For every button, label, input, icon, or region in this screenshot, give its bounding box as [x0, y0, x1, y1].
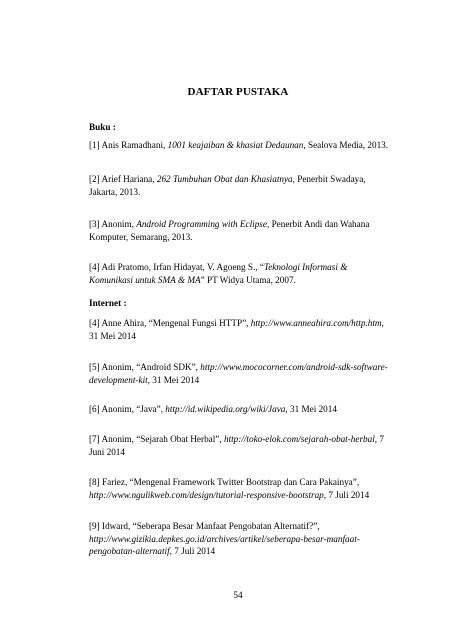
reference-item: [89, 173, 389, 198]
reference-item: [89, 139, 389, 152]
reference-url[interactable]: http://www.mococorner.com/android-sdk-software-development-kit: [89, 362, 388, 385]
reference-text: [4] Adi Pratomo, Irfan Hidayat, V. Agoeng S., “: [89, 262, 264, 272]
reference-url[interactable]: http://www.gizikia.depkes.go.id/archives/artikel/seberapa-besar-manfaat-pengobatan-alternatif: [89, 533, 360, 557]
reference-url[interactable]: http://toko-elok.com/sejarah-obat-herbal: [223, 434, 375, 444]
reference-text: , 7 Juni 2014: [89, 434, 384, 457]
reference-text: [3] Anonim,: [89, 219, 137, 229]
reference-item: [89, 433, 389, 458]
page-title: DAFTAR PUSTAKA: [187, 86, 289, 98]
reference-text: , Penerbit Swadaya, Jakarta, 2013.: [89, 174, 366, 197]
reference-item: [89, 403, 389, 416]
reference-url[interactable]: http://id.wikipedia.org/wiki/Java: [165, 404, 286, 414]
reference-text: [2] Arief Hariana,: [89, 174, 157, 184]
reference-text: [5] Anonim, “Android SDK”,: [89, 362, 201, 372]
reference-text: , Penerbit Andi dan Wahana Komputer, Semarang, 2013.: [89, 219, 370, 242]
reference-url[interactable]: http://www.anneahira.com/http.htm: [250, 318, 382, 328]
reference-text: [7] Anonim, “Sejarah Obat Herbal”,: [89, 434, 224, 444]
reference-text: , 31 Mei 2014: [147, 374, 200, 385]
reference-title: 262 Tumbuhan Obat dan Khasiatnya: [156, 174, 293, 184]
reference-text: [9] Idward, “Seberapa Besar Manfaat Pengobatan Alternatif?”,: [89, 521, 320, 531]
reference-item: [89, 476, 389, 501]
section-heading-buku: Buku :: [89, 122, 116, 132]
reference-text: [1] Anis Ramadhani,: [89, 140, 168, 150]
reference-item: [89, 361, 389, 386]
reference-item: [89, 218, 389, 243]
reference-text: , 7 Juli 2014: [169, 546, 216, 557]
reference-text: ” PT Widya Utama, 2007.: [200, 274, 296, 285]
reference-text: , 31 Mei 2014: [89, 318, 384, 341]
section-heading-internet: Internet :: [89, 298, 127, 308]
reference-title: Android Programming with Eclipse: [136, 219, 267, 229]
reference-text: [8] Fariez, “Mengenal Framework Twitter Bootstrap dan Cara Pakainya”,: [89, 477, 360, 487]
reference-text: , 31 Mei 2014: [285, 404, 337, 414]
reference-item: [89, 261, 389, 286]
reference-text: [6] Anonim, “Java”,: [89, 404, 166, 414]
reference-item: [89, 520, 389, 558]
reference-title: 1001 keajaiban & khasiat Dedaunan: [167, 140, 304, 150]
reference-text: , Sealova Media, 2013.: [303, 140, 389, 150]
reference-url[interactable]: http://www.ngulikweb.com/design/tutorial-responsive-bootstrap: [89, 489, 324, 500]
reference-text: , 7 Juli 2014: [323, 489, 370, 500]
reference-title: Teknologi Informasi & Komunikasi untuk SMA & MA: [89, 262, 348, 285]
reference-text: [4] Anne Ahira, “Mengenal Fungsi HTTP”,: [89, 318, 251, 328]
reference-item: [89, 317, 389, 342]
page-number: 54: [233, 590, 243, 600]
